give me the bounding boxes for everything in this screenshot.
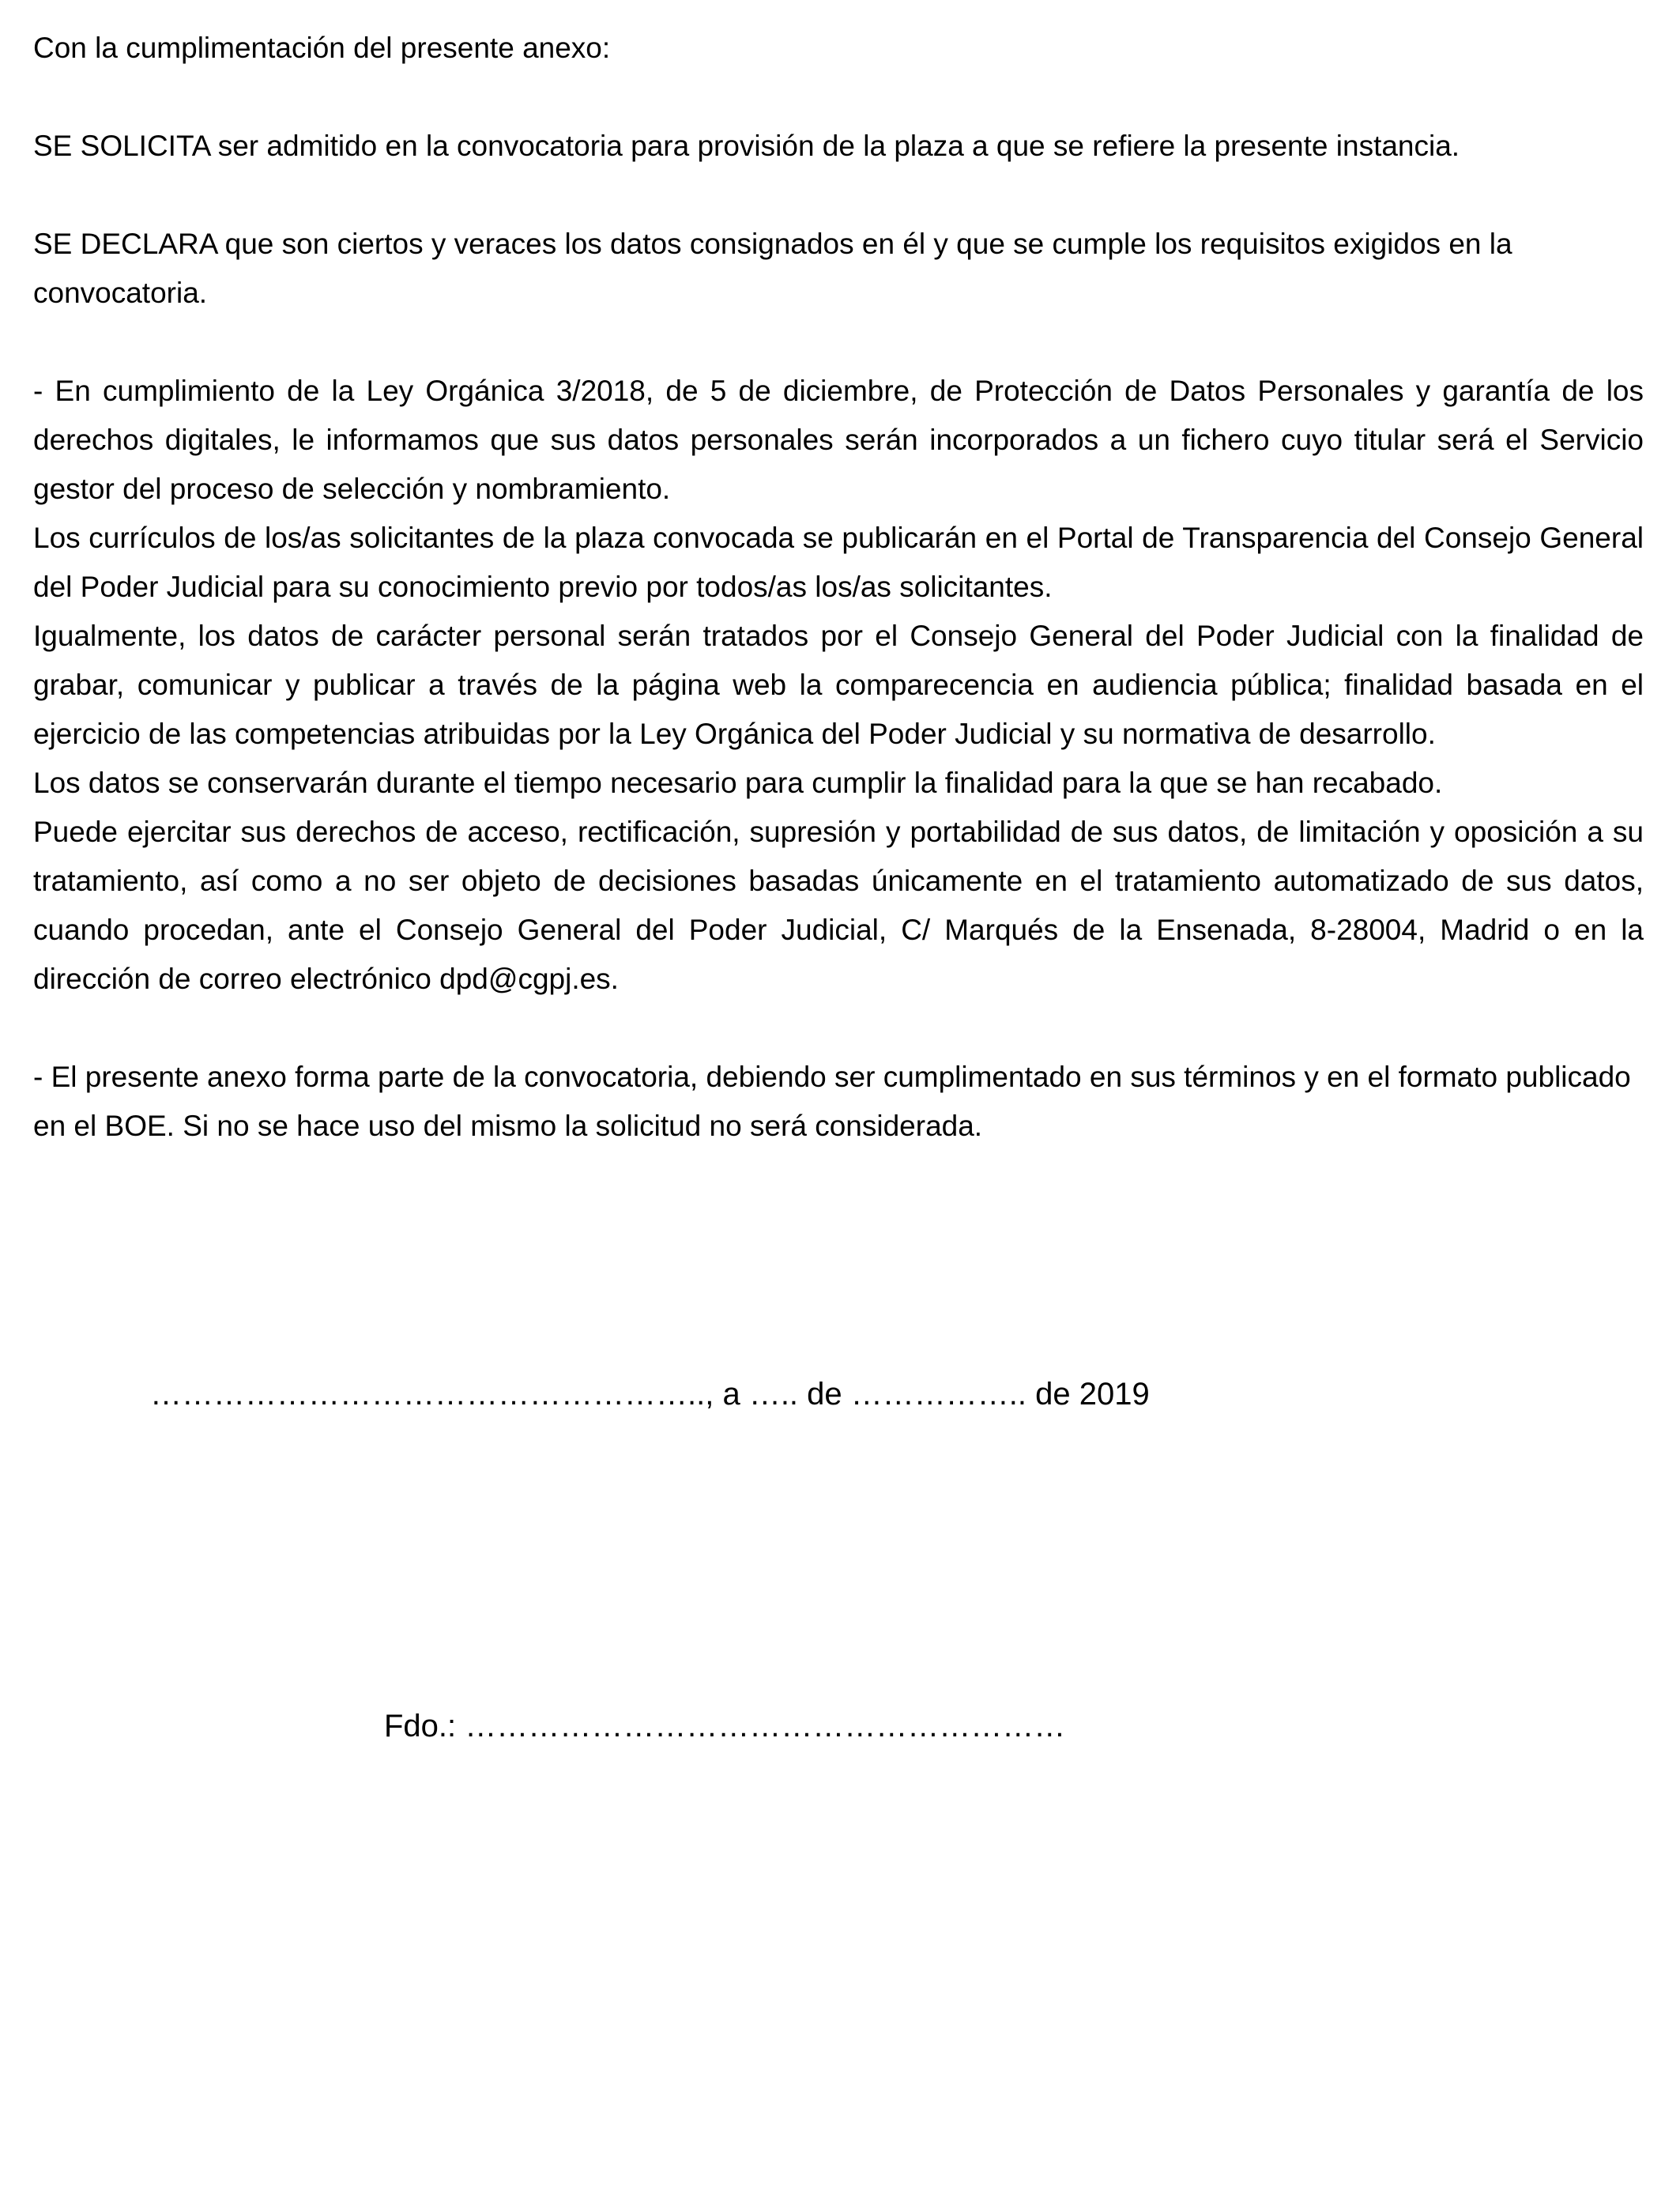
data-protection-paragraph-3: Igualmente, los datos de carácter personal serán tratados por el Consejo General del Poder Judicial con la finalidad de grabar, comunicar y publicar a través de la página web la comparecencia en audiencia pública; finalidad basada en el ejercicio de las competencias atribuidas por la Ley Orgánica del Poder Judicial y su normativa de desarrollo. bbox=[33, 620, 1644, 750]
signature-field[interactable]: Fdo.: ………………………………………………… bbox=[384, 1709, 1066, 1744]
data-protection-paragraph-1: - En cumplimiento de la Ley Orgánica 3/2018, de 5 de diciembre, de Protección de Datos Personales y garantía de los derechos digitales, le informamos que sus datos personales serán incorporados a un fichero cuyo titular será el Servicio gestor del proceso de selección y nombramiento. bbox=[33, 375, 1644, 505]
data-protection-paragraph-2: Los currículos de los/as solicitantes de la plaza convocada se publicarán en el Portal de Transparencia del Consejo General del Poder Judicial para su conocimiento previo por todos/as los/as solicitantes. bbox=[33, 522, 1644, 603]
data-protection-paragraph-4: Los datos se conservarán durante el tiempo necesario para cumplir la finalidad para la que se han recabado. bbox=[33, 767, 1443, 799]
solicita-paragraph: SE SOLICITA ser admitido en la convocatoria para provisión de la plaza a que se refiere la presente instancia. bbox=[33, 130, 1460, 162]
data-protection-paragraph-5: Puede ejercitar sus derechos de acceso, rectificación, supresión y portabilidad de sus datos, de limitación y oposición a su tratamiento, así como a no ser objeto de decisiones basadas únicamente en el tratamiento automatizado de sus datos, cuando procedan, ante el Consejo General del Poder Judicial, C/ Marqués de la Ensenada, 8-28004, Madrid o en la dirección de correo electrónico dpd@cgpj.es. bbox=[33, 816, 1644, 995]
spacer bbox=[33, 318, 1644, 367]
place-date-field[interactable]: …………………………………………….., a ….. de …………….. de 2019 bbox=[150, 1377, 1150, 1412]
spacer bbox=[33, 171, 1644, 220]
spacer bbox=[33, 1004, 1644, 1053]
intro-text: Con la cumplimentación del presente anexo: bbox=[33, 32, 611, 64]
anexo-note-paragraph: - El presente anexo forma parte de la convocatoria, debiendo ser cumplimentado en sus términos y en el formato publicado en el BOE. Si no se hace uso del mismo la solicitud no será considerada. bbox=[33, 1061, 1631, 1142]
declara-paragraph: SE DECLARA que son ciertos y veraces los datos consignados en él y que se cumple los requisitos exigidos en la convocatoria. bbox=[33, 228, 1512, 309]
spacer bbox=[33, 73, 1644, 122]
document-body bbox=[33, 24, 1644, 1151]
